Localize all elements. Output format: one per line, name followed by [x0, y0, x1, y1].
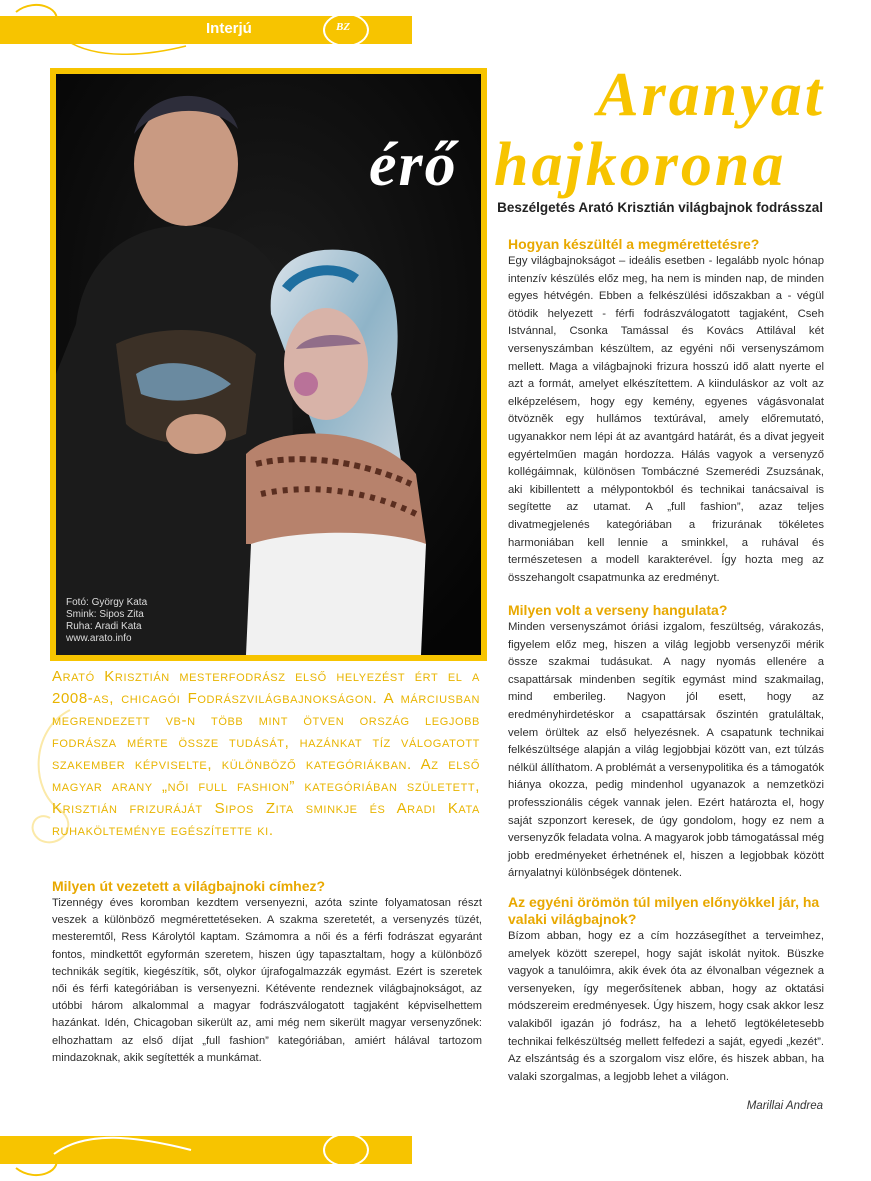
right-column-block-1	[508, 236, 824, 587]
question-heading: Az egyéni örömön túl milyen előnyökkel jár, ha valaki világbajnok?	[508, 894, 820, 927]
credit-line: Fotó: György Kata	[66, 597, 148, 608]
question-heading: Milyen volt a verseny hangulata?	[508, 602, 728, 618]
author-signature: Marillai Andrea	[746, 1100, 823, 1112]
question-heading: Hogyan készültél a megmérettetésre?	[508, 236, 760, 252]
answer-text: Egy világbajnokságot – ideális esetben - legalább nyolc hónap intenzív készülés előz meg, ha nem is minden nap, de minden egyes hétvégén. Ebben a felkészülési időszakban a - végül ötödik helyezett - férfi fodrászválogatott tagjaként, Cseh Istvánnal, Csonka Tamással és Kovács Attilával két versenyszámban készültem, az egyéni női versenyszámom mellett. Maga a világbajnoki frizura hosszú idő alatt nyerte el azt a formát, amelyet elkészítettem. A kiinduláskor az volt az elképzelésem, hogy egy kemény, egyenes vágásvonalat ötvözněk egy hullámos textúrával, amely előremutató, ugyanakkor nem lépi át az avantgárd határát, és a divat jegyeit egyértelműen magán hordozza. Hálás vagyok a versenyző kollégáimnak, különösen Tombáczné Szemerédi Zsuzsának, aki kibillentett a mélypontokból és technikai tanácsaival is segítette az utamat. A „full fashion”, azaz teljes divatmegjelenés kategóriában a frizurának tökéletes harmoniában kell lennie a sminkkel, a ruhával és természetesen a modell karakterével. Így hozta meg az összehangolt csapatmunka az eredményt.	[508, 255, 824, 584]
right-column-block-2	[508, 602, 824, 883]
right-column-block-3	[508, 894, 824, 1086]
answer-text: Bízom abban, hogy ez a cím hozzásegíthet a terveimhez, amelyek között szerepel, hogy saját iskolát nyitok. Büszke vagyok a tanulóimra, akik évek óta az élvonalban végeznek a versenyeken, így megerősítenek abban, hogy az oktatási módszereim eredményesek. Úgy hiszem, hogy csak akkor lesz valakiből igazán jó fodrász, ha a lehető legtökéletesebb technikai felkészültség mellett felfedezi a saját, egyedi „kezét”. Az elszántság és a szorgalom visz előre, és hiszek abban, ha valaki szorgalmas, a legjobb lehet a világon.	[508, 930, 824, 1083]
section-label: Interjú	[206, 20, 252, 37]
photo-credit	[66, 597, 147, 645]
title-line-1: Aranyat	[597, 61, 825, 129]
footer-logo-icon	[323, 1133, 369, 1167]
title-word-gold: hajkorona	[494, 131, 787, 199]
answer-text: Tizennégy éves koromban kezdtem versenyezni, azóta szinte folyamatosan részt veszek a különböző megmérettetéseken. A szakma szeretetét, a versenyzés tüzét, mesteremtől, Ress Károlytól kaptam. Számomra a női és a férfi fodrászat egyaránt fontos, mindkettőt egyformán szeretem, hiszen úgy tapasztaltam, hogy a különböző technikák segítik, kiegészítik, sőt, olykor újrafogalmazzák egymást. Ezért is szeretek női és férfi kategóriában is versenyezni. Kétévente rendeznek világbajnokságot, az utóbbi három alkalommal a magyar fodrászválogatott tagjaként képviselhettem hazánkat. Idén, Chicagoban sikerült az, ami még nem sikerült magyar versenyzőnek: elhozhattam az első díjat „full fashion” kategóriában, amiért hálával tartozom mindazoknak, akik segítették a munkámat.	[52, 897, 482, 1064]
credit-line: Smink: Sipos Zita	[66, 609, 144, 620]
lead-paragraph: Arató Krisztián mesterfodrász első helyezést ért el a 2008-as, chicagói Fodrászvilágbajnokságon. A márciusban megrendezett vb-n több mint ötven ország legjobb fodrásza mérte össze tudását, hazánkat tíz válogatott szakember képviselte, különböző kategóriákban. Az első magyar arany „női full fashion” kategóriában született, Krisztián frizuráját Sipos Zita sminkje és Aradi Kata ruhakölteménye egészítette ki.	[52, 668, 480, 839]
logo-text: BZ	[336, 21, 351, 33]
ornament-swirl-icon	[6, 0, 196, 62]
question-heading: Milyen út vezetett a világbajnoki címhez?	[52, 878, 326, 894]
article-subtitle: Beszélgetés Arató Krisztián világbajnok fodrásszal	[497, 200, 823, 215]
credit-line: www.arato.info	[66, 633, 132, 644]
ornament-swirl-icon	[6, 1118, 196, 1180]
title-word-white: érő	[369, 131, 458, 199]
left-column-block	[52, 878, 482, 1067]
credit-line: Ruha: Aradi Kata	[66, 621, 142, 632]
answer-text: Minden versenyszámot óriási izgalom, feszültség, várakozás, figyelem előz meg, hiszen a világ legjobb versenyzői mérik össze szakmai tudásukat. A nagy nyomás ellenére a csapattársak mindenben segítik egymást mind szakmailag, mind emberileg. Nagyon jól esett, hogy az eredményhirdetéskor a csapattársak őszintén gratuláltak, velem örültek az első helyezésnek. A csapatunk technikai felkészültsége alapján a világ legjobbjai között van, ezt túlzás nélkül állíthatom. A problémát a versenypolitika és a támogatók hiánya okozza, pedig mindenhol ugyanazok a nemzetközi professzionális cégek vannak jelen. Ezért határozta el, hogy saját szponzort keresek, de úgy gondolom, hogy ez nem a versenyzők feladata volna. A magyarok jobb támogatással még jobb eredményeket érhetnének el, hiszen a legjobbak között árnyalatnyi különbségek döntenek.	[508, 621, 824, 880]
